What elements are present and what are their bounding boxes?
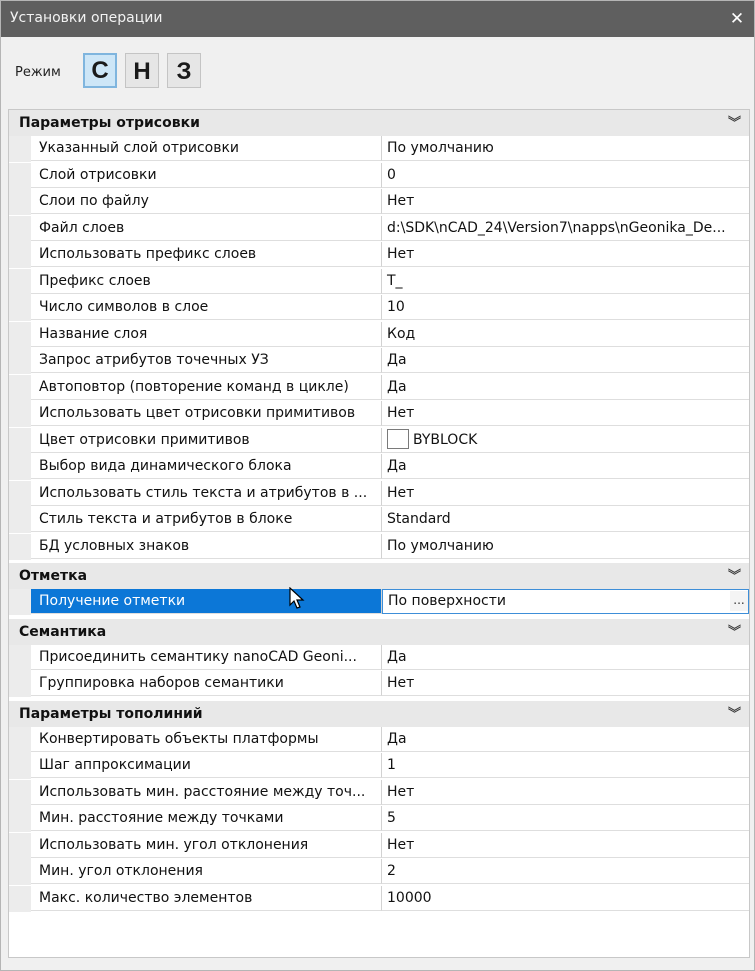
property-name[interactable]: Мин. угол отклонения bbox=[31, 859, 382, 884]
property-row[interactable] bbox=[9, 348, 749, 374]
property-row[interactable] bbox=[9, 886, 749, 912]
property-value[interactable]: 10 bbox=[382, 295, 749, 320]
category-label: Семантика bbox=[19, 623, 107, 640]
row-gutter bbox=[9, 322, 31, 348]
row-gutter bbox=[9, 507, 31, 533]
property-row[interactable] bbox=[9, 859, 749, 885]
mode-label: Режим bbox=[15, 65, 61, 80]
property-value[interactable]: По умолчанию bbox=[382, 534, 749, 559]
row-gutter bbox=[9, 348, 31, 374]
property-name[interactable]: Выбор вида динамического блока bbox=[31, 454, 382, 479]
category-header[interactable] bbox=[9, 619, 749, 645]
row-gutter bbox=[9, 859, 31, 885]
property-value[interactable]: 1 bbox=[382, 753, 749, 778]
mode-button-n[interactable]: Н bbox=[125, 53, 159, 88]
row-gutter bbox=[9, 269, 31, 295]
property-name[interactable]: Название слоя bbox=[31, 322, 382, 347]
row-gutter bbox=[9, 645, 31, 671]
property-row[interactable] bbox=[9, 428, 749, 454]
property-row[interactable] bbox=[9, 242, 749, 268]
row-gutter bbox=[9, 136, 31, 162]
property-row[interactable] bbox=[9, 454, 749, 480]
category-header[interactable] bbox=[9, 110, 749, 136]
mode-button-s[interactable]: С bbox=[83, 53, 117, 88]
row-gutter bbox=[9, 454, 31, 480]
property-name[interactable]: Макс. количество элементов bbox=[31, 886, 382, 911]
row-gutter bbox=[9, 671, 31, 697]
row-gutter bbox=[9, 780, 31, 806]
property-name[interactable]: Конвертировать объекты платформы bbox=[31, 727, 382, 752]
property-value[interactable]: Нет bbox=[382, 242, 749, 267]
window-title: Установки операции bbox=[10, 10, 163, 26]
property-row[interactable] bbox=[9, 216, 749, 242]
property-row[interactable] bbox=[9, 401, 749, 427]
property-name[interactable]: Файл слоев bbox=[31, 216, 382, 241]
collapse-chevron-icon[interactable]: ︾ bbox=[727, 116, 741, 131]
row-gutter bbox=[9, 589, 31, 615]
row-gutter bbox=[9, 481, 31, 507]
property-value[interactable]: Нет bbox=[382, 833, 749, 858]
property-row[interactable] bbox=[9, 534, 749, 560]
collapse-chevron-icon[interactable]: ︾ bbox=[727, 569, 741, 584]
property-name[interactable]: Использовать префикс слоев bbox=[31, 242, 382, 267]
category-label: Параметры тополиний bbox=[19, 705, 203, 722]
ellipsis-button[interactable]: ... bbox=[730, 591, 748, 611]
property-name[interactable]: Автоповтор (повторение команд в цикле) bbox=[31, 375, 382, 400]
property-name[interactable]: Цвет отрисовки примитивов bbox=[31, 428, 382, 453]
property-row[interactable] bbox=[9, 189, 749, 215]
property-name[interactable]: Использовать стиль текста и атрибутов в ... bbox=[31, 481, 382, 506]
property-value[interactable]: 0 bbox=[382, 163, 749, 188]
row-gutter bbox=[9, 886, 31, 912]
property-row[interactable] bbox=[9, 780, 749, 806]
row-gutter bbox=[9, 216, 31, 242]
property-row[interactable] bbox=[9, 295, 749, 321]
row-gutter bbox=[9, 163, 31, 189]
property-name[interactable]: Число символов в слое bbox=[31, 295, 382, 320]
property-value[interactable]: Нет bbox=[382, 481, 749, 506]
property-value[interactable] bbox=[382, 428, 749, 453]
property-value[interactable]: Нет bbox=[382, 671, 749, 696]
property-name[interactable]: Группировка наборов семантики bbox=[31, 671, 382, 696]
property-row[interactable] bbox=[9, 806, 749, 832]
row-gutter bbox=[9, 806, 31, 832]
property-value[interactable]: По поверхности bbox=[382, 589, 749, 614]
collapse-chevron-icon[interactable]: ︾ bbox=[727, 706, 741, 722]
property-row[interactable] bbox=[9, 645, 749, 671]
row-gutter bbox=[9, 401, 31, 427]
close-icon[interactable]: ✕ bbox=[729, 9, 745, 29]
property-row[interactable] bbox=[9, 833, 749, 859]
property-value-text: BYBLOCK bbox=[413, 432, 478, 448]
row-gutter bbox=[9, 295, 31, 321]
collapse-chevron-icon[interactable]: ︾ bbox=[727, 624, 741, 640]
property-row[interactable] bbox=[9, 671, 749, 697]
row-gutter bbox=[9, 833, 31, 859]
row-gutter bbox=[9, 242, 31, 268]
row-gutter bbox=[9, 753, 31, 779]
property-value[interactable]: Нет bbox=[382, 780, 749, 805]
property-row[interactable] bbox=[9, 269, 749, 295]
property-row[interactable] bbox=[9, 507, 749, 533]
property-value[interactable]: T_ bbox=[382, 269, 749, 294]
property-name[interactable]: Мин. расстояние между точками bbox=[31, 806, 382, 831]
row-gutter bbox=[9, 375, 31, 401]
row-gutter bbox=[9, 189, 31, 215]
property-value[interactable]: 2 bbox=[382, 859, 749, 884]
property-value[interactable]: Standard bbox=[382, 507, 749, 532]
row-gutter bbox=[9, 428, 31, 454]
property-name[interactable]: Указанный слой отрисовки bbox=[31, 136, 382, 161]
color-swatch bbox=[387, 429, 409, 449]
mode-button-z[interactable]: З bbox=[167, 53, 201, 88]
property-name[interactable]: Получение отметки bbox=[31, 589, 382, 614]
property-value[interactable]: Да bbox=[382, 727, 749, 752]
property-name[interactable]: Слои по файлу bbox=[31, 189, 382, 214]
property-name[interactable]: Шаг аппроксимации bbox=[31, 753, 382, 778]
property-row[interactable] bbox=[9, 753, 749, 779]
mouse-cursor-icon bbox=[289, 587, 307, 611]
row-gutter bbox=[9, 534, 31, 560]
property-value[interactable]: Да bbox=[382, 348, 749, 373]
property-name[interactable]: БД условных знаков bbox=[31, 534, 382, 559]
property-name[interactable]: Использовать мин. расстояние между точ... bbox=[31, 780, 382, 805]
property-value[interactable]: Да bbox=[382, 454, 749, 479]
property-name[interactable]: Запрос атрибутов точечных УЗ bbox=[31, 348, 382, 373]
property-value[interactable]: По умолчанию bbox=[382, 136, 749, 161]
property-value[interactable]: Да bbox=[382, 375, 749, 400]
property-row[interactable] bbox=[9, 589, 749, 615]
property-value[interactable]: Код bbox=[382, 322, 749, 347]
property-value[interactable]: Да bbox=[382, 645, 749, 670]
property-name[interactable]: Использовать цвет отрисовки примитивов bbox=[31, 401, 382, 426]
property-value[interactable]: d:\SDK\nCAD_24\Version7\napps\nGeonika_De... bbox=[382, 216, 749, 241]
property-name[interactable]: Слой отрисовки bbox=[31, 163, 382, 188]
category-header[interactable] bbox=[9, 701, 749, 727]
property-row[interactable] bbox=[9, 322, 749, 348]
property-value[interactable]: 5 bbox=[382, 806, 749, 831]
category-label: Параметры отрисовки bbox=[19, 115, 200, 131]
category-header[interactable] bbox=[9, 563, 749, 589]
row-gutter bbox=[9, 727, 31, 753]
property-name[interactable]: Префикс слоев bbox=[31, 269, 382, 294]
property-row[interactable] bbox=[9, 727, 749, 753]
property-row[interactable] bbox=[9, 163, 749, 189]
property-row[interactable] bbox=[9, 136, 749, 162]
property-value[interactable]: Нет bbox=[382, 401, 749, 426]
property-row[interactable] bbox=[9, 481, 749, 507]
property-name[interactable]: Присоединить семантику nanoCAD Geoni... bbox=[31, 645, 382, 670]
title-bar[interactable] bbox=[1, 1, 754, 37]
property-grid bbox=[8, 109, 750, 958]
property-value[interactable]: Нет bbox=[382, 189, 749, 214]
property-row[interactable] bbox=[9, 375, 749, 401]
property-name[interactable]: Стиль текста и атрибутов в блоке bbox=[31, 507, 382, 532]
property-value[interactable]: 10000 bbox=[382, 886, 749, 911]
category-label: Отметка bbox=[19, 568, 88, 584]
property-name[interactable]: Использовать мин. угол отклонения bbox=[31, 833, 382, 858]
